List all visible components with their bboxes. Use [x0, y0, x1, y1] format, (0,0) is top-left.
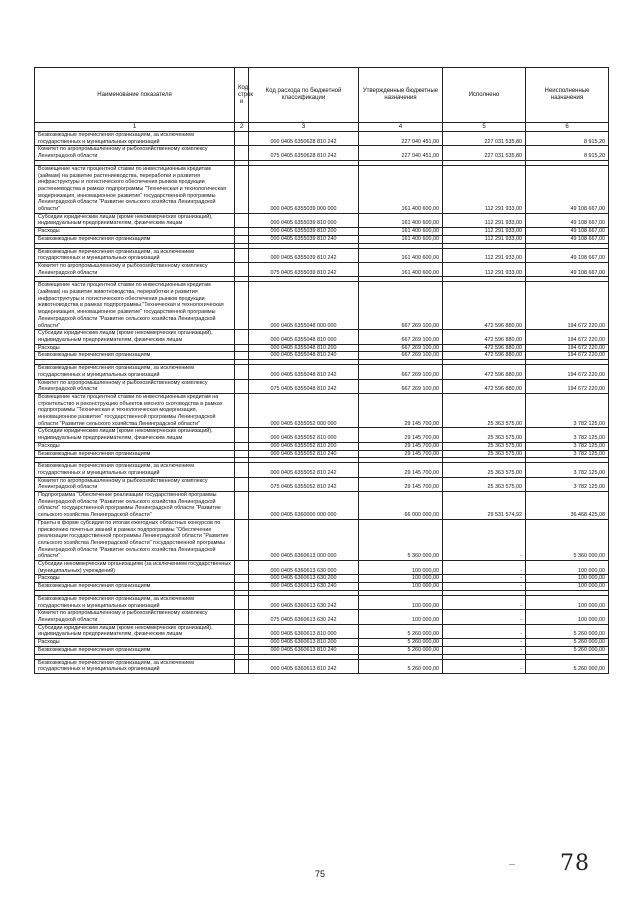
unexecuted-amount-cell: 49 108 667,00 — [526, 262, 609, 276]
indicator-name-cell: Безвозмездные перечисления организациям — [35, 450, 235, 458]
budget-code-cell: 000 0405 6360613 810 240 — [249, 646, 359, 654]
unexecuted-amount-cell: 49 108 667,00 — [526, 213, 609, 227]
budget-code-cell: 000 0405 6355048 810 240 — [249, 352, 359, 360]
table-row — [35, 575, 609, 583]
budget-code-cell: 000 0405 6360613 630 240 — [249, 583, 359, 591]
unexecuted-amount-cell: 100 000,00 — [526, 610, 609, 624]
budget-code-cell: 000 0405 6360000 000 000 — [249, 492, 359, 520]
executed-amount-cell: 25 363 575,00 — [443, 477, 526, 491]
budget-code-cell: 000 0405 6355039 810 240 — [249, 235, 359, 243]
line-code-cell — [235, 393, 249, 428]
line-code-cell — [235, 624, 249, 638]
table-row — [35, 262, 609, 276]
executed-amount-cell: 112 291 933,00 — [443, 228, 526, 236]
table-row — [35, 344, 609, 352]
executed-amount-cell: 29 531 574,92 — [443, 492, 526, 520]
line-code-cell — [235, 492, 249, 520]
table-row — [35, 463, 609, 477]
executed-amount-cell: 25 363 575,00 — [443, 428, 526, 442]
unexecuted-amount-cell: 49 108 667,00 — [526, 248, 609, 262]
budget-code-cell: 000 0405 6355048 810 200 — [249, 344, 359, 352]
approved-amount-cell: 29 145 700,00 — [359, 477, 443, 491]
line-code-cell — [235, 659, 249, 673]
indicator-name-cell: Расходы — [35, 228, 235, 236]
indicator-name-cell: Расходы — [35, 442, 235, 450]
table-row — [35, 379, 609, 393]
indicator-name-cell: Гранты в форме субсидии по итогам ежегодных областных конкурсов по присвоению почетных званий в рамках подпрограммы "Обеспечение реализации государственной программы Ленинградской области "Развитие сельского хозяйства Ленинградской области" государственной программы Ленинградской области "Развитие сельского хозяйства Ленинградской области" — [35, 519, 235, 560]
line-code-cell — [235, 379, 249, 393]
unexecuted-amount-cell: 49 108 667,00 — [526, 165, 609, 213]
table-row — [35, 659, 609, 673]
indicator-name-cell: Безвозмездные перечисления организациям — [35, 583, 235, 591]
line-code-cell — [235, 330, 249, 344]
approved-amount-cell: 5 260 000,00 — [359, 659, 443, 673]
executed-amount-cell: - — [443, 659, 526, 673]
table-row — [35, 442, 609, 450]
table-row — [35, 235, 609, 243]
approved-amount-cell: 100 000,00 — [359, 595, 443, 609]
approved-amount-cell: 29 145 700,00 — [359, 428, 443, 442]
line-code-cell — [235, 365, 249, 379]
budget-code-cell: 000 0405 6350628 810 242 — [249, 132, 359, 146]
unexecuted-amount-cell: 5 260 000,00 — [526, 624, 609, 638]
column-number: 2 — [235, 123, 249, 132]
table-row — [35, 352, 609, 360]
executed-amount-cell: 472 596 880,00 — [443, 352, 526, 360]
executed-amount-cell: - — [443, 583, 526, 591]
unexecuted-amount-cell: 100 000,00 — [526, 595, 609, 609]
unexecuted-amount-cell: 3 782 125,00 — [526, 393, 609, 428]
executed-amount-cell: - — [443, 561, 526, 575]
approved-amount-cell: 100 000,00 — [359, 561, 443, 575]
indicator-name-cell: Безвозмездные перечисления организациям, за исключением государственных и муниципальных организаций — [35, 248, 235, 262]
line-code-cell — [235, 248, 249, 262]
unexecuted-amount-cell: 8 915,20 — [526, 132, 609, 146]
line-code-cell — [235, 639, 249, 647]
header-executed: Исполнено — [443, 68, 526, 123]
header-unexecuted: Неисполненные назначения — [526, 68, 609, 123]
approved-amount-cell: 667 269 100,00 — [359, 330, 443, 344]
approved-amount-cell: 161 400 600,00 — [359, 248, 443, 262]
line-code-cell — [235, 352, 249, 360]
line-code-cell — [235, 575, 249, 583]
unexecuted-amount-cell: 194 672 220,00 — [526, 344, 609, 352]
indicator-name-cell: Безвозмездные перечисления организациям, за исключением государственных и муниципальных организаций — [35, 463, 235, 477]
table-row — [35, 595, 609, 609]
line-code-cell — [235, 228, 249, 236]
line-code-cell — [235, 450, 249, 458]
table-row — [35, 248, 609, 262]
budget-code-cell: 000 0405 6360613 000 000 — [249, 519, 359, 560]
indicator-name-cell: Субсидии юридическим лицам (кроме некоммерческих организаций), индивидуальным предпринимателям, физическим лицам — [35, 428, 235, 442]
budget-code-cell: 000 0405 6360613 810 200 — [249, 639, 359, 647]
approved-amount-cell: 66 000 000,00 — [359, 492, 443, 520]
approved-amount-cell: 29 145 700,00 — [359, 463, 443, 477]
column-number: 3 — [249, 123, 359, 132]
indicator-name-cell: Безвозмездные перечисления организациям, за исключением государственных и муниципальных организаций — [35, 132, 235, 146]
unexecuted-amount-cell: 3 782 125,00 — [526, 463, 609, 477]
unexecuted-amount-cell: 36 468 425,08 — [526, 492, 609, 520]
executed-amount-cell: 227 031 535,80 — [443, 146, 526, 160]
executed-amount-cell: - — [443, 646, 526, 654]
approved-amount-cell: 161 400 600,00 — [359, 235, 443, 243]
table-row — [35, 393, 609, 428]
budget-code-cell: 075 0405 6355048 810 242 — [249, 379, 359, 393]
approved-amount-cell: 5 360 000,00 — [359, 519, 443, 560]
executed-amount-cell: 112 291 933,00 — [443, 262, 526, 276]
column-number: 6 — [526, 123, 609, 132]
budget-code-cell: 000 0405 6355039 000 000 — [249, 165, 359, 213]
executed-amount-cell: 472 596 880,00 — [443, 344, 526, 352]
line-code-cell — [235, 477, 249, 491]
line-code-cell — [235, 646, 249, 654]
table-row — [35, 624, 609, 638]
line-code-cell — [235, 610, 249, 624]
unexecuted-amount-cell: 194 672 220,00 — [526, 365, 609, 379]
approved-amount-cell: 161 400 600,00 — [359, 213, 443, 227]
executed-amount-cell: 112 291 933,00 — [443, 165, 526, 213]
line-code-cell — [235, 213, 249, 227]
stamp-mark: — — [509, 862, 515, 868]
indicator-name-cell: Расходы — [35, 344, 235, 352]
table-body — [35, 132, 609, 674]
budget-code-cell: 000 0405 6355039 810 000 — [249, 213, 359, 227]
indicator-name-cell: Безвозмездные перечисления организациям, за исключением государственных и муниципальных организаций — [35, 595, 235, 609]
budget-code-cell: 000 0405 6355052 810 242 — [249, 463, 359, 477]
budget-code-cell: 000 0405 6355052 810 200 — [249, 442, 359, 450]
indicator-name-cell: Безвозмездные перечисления организациям, за исключением государственных и муниципальных организаций — [35, 365, 235, 379]
unexecuted-amount-cell: 194 672 220,00 — [526, 330, 609, 344]
unexecuted-amount-cell: 5 260 000,00 — [526, 646, 609, 654]
indicator-name-cell: Безвозмездные перечисления организациям — [35, 352, 235, 360]
line-code-cell — [235, 344, 249, 352]
indicator-name-cell: Расходы — [35, 575, 235, 583]
table-row — [35, 428, 609, 442]
column-number-row — [35, 123, 609, 132]
approved-amount-cell: 100 000,00 — [359, 583, 443, 591]
indicator-name-cell: Комитет по агропромышленному и рыбохозяйственному комплексу Ленинградской области — [35, 477, 235, 491]
unexecuted-amount-cell: 3 782 125,00 — [526, 428, 609, 442]
column-number: 1 — [35, 123, 235, 132]
approved-amount-cell: 100 000,00 — [359, 610, 443, 624]
executed-amount-cell: 112 291 933,00 — [443, 235, 526, 243]
indicator-name-cell: Комитет по агропромышленному и рыбохозяйственному комплексу Ленинградской области — [35, 610, 235, 624]
unexecuted-amount-cell: 5 260 000,00 — [526, 659, 609, 673]
table-row — [35, 213, 609, 227]
table-row — [35, 583, 609, 591]
approved-amount-cell: 29 145 700,00 — [359, 450, 443, 458]
approved-amount-cell: 5 260 000,00 — [359, 639, 443, 647]
unexecuted-amount-cell: 100 000,00 — [526, 575, 609, 583]
indicator-name-cell: Субсидии юридическим лицам (кроме некоммерческих организаций), индивидуальным предпринимателям, физическим лицам — [35, 213, 235, 227]
indicator-name-cell: Субсидии некоммерческим организациям (за исключением государственных (муниципальных) учреждений) — [35, 561, 235, 575]
approved-amount-cell: 667 269 100,00 — [359, 365, 443, 379]
executed-amount-cell: - — [443, 575, 526, 583]
executed-amount-cell: - — [443, 519, 526, 560]
executed-amount-cell: 472 596 880,00 — [443, 365, 526, 379]
header-indicator-name: Наименование показателя — [35, 68, 235, 123]
indicator-name-cell: Подпрограмма "Обеспечение реализации государственной программы Ленинградской области "Развитие сельского хозяйства Ленинградской области" государственной программы Ленинградской области "Развитие сельского хозяйства Ленинградской области" — [35, 492, 235, 520]
unexecuted-amount-cell: 100 000,00 — [526, 583, 609, 591]
budget-code-cell: 000 0405 6355048 000 000 — [249, 282, 359, 330]
table-row — [35, 610, 609, 624]
indicator-name-cell: Безвозмездные перечисления организациям, за исключением государственных и муниципальных организаций — [35, 659, 235, 673]
approved-amount-cell: 5 260 000,00 — [359, 646, 443, 654]
budget-code-cell: 000 0405 6355048 810 242 — [249, 365, 359, 379]
line-code-cell — [235, 282, 249, 330]
executed-amount-cell: 112 291 933,00 — [443, 248, 526, 262]
budget-code-cell: 075 0405 6355052 810 242 — [249, 477, 359, 491]
budget-code-cell: 000 0405 6360613 630 000 — [249, 561, 359, 575]
line-code-cell — [235, 428, 249, 442]
executed-amount-cell: 472 596 880,00 — [443, 282, 526, 330]
budget-code-cell: 000 0405 6355052 810 000 — [249, 428, 359, 442]
header-line-code: Код строк и — [235, 68, 249, 123]
column-number: 4 — [359, 123, 443, 132]
line-code-cell — [235, 235, 249, 243]
budget-code-cell: 000 0405 6355052 810 240 — [249, 450, 359, 458]
table-row — [35, 646, 609, 654]
unexecuted-amount-cell: 194 672 220,00 — [526, 379, 609, 393]
line-code-cell — [235, 132, 249, 146]
header-budget-code: Код расхода по бюджетной классификации — [249, 68, 359, 123]
line-code-cell — [235, 595, 249, 609]
table-row — [35, 165, 609, 213]
line-code-cell — [235, 442, 249, 450]
executed-amount-cell: - — [443, 595, 526, 609]
indicator-name-cell: Комитет по агропромышленному и рыбохозяйственному комплексу Ленинградской области — [35, 379, 235, 393]
budget-code-cell: 000 0405 6360613 810 000 — [249, 624, 359, 638]
line-code-cell — [235, 165, 249, 213]
unexecuted-amount-cell: 3 782 125,00 — [526, 450, 609, 458]
indicator-name-cell: Возмещение части процентной ставки по инвестиционным кредитам на строительство и реконструкцию объектов мясного скотоводства в рамках подпрограммы "Техническая и технологическая модернизация, инновационное развитие" государственной программы Ленинградской области "Развитие сельского хозяйства Ленинградской области" — [35, 393, 235, 428]
line-code-cell — [235, 146, 249, 160]
budget-execution-table — [34, 67, 609, 674]
header-row — [35, 68, 609, 123]
indicator-name-cell: Комитет по агропромышленному и рыбохозяйственному комплексу Ленинградской области — [35, 146, 235, 160]
approved-amount-cell: 29 145 700,00 — [359, 442, 443, 450]
executed-amount-cell: 25 363 575,00 — [443, 463, 526, 477]
table-row — [35, 561, 609, 575]
approved-amount-cell: 29 145 700,00 — [359, 393, 443, 428]
executed-amount-cell: - — [443, 610, 526, 624]
budget-code-cell: 000 0405 6360613 630 242 — [249, 595, 359, 609]
unexecuted-amount-cell: 5 360 000,00 — [526, 519, 609, 560]
indicator-name-cell: Расходы — [35, 639, 235, 647]
line-code-cell — [235, 463, 249, 477]
header-approved: Утвержденные бюджетные назначения — [359, 68, 443, 123]
budget-code-cell: 000 0405 6355052 000 000 — [249, 393, 359, 428]
indicator-name-cell: Безвозмездные перечисления организациям — [35, 646, 235, 654]
budget-code-cell: 000 0405 6360613 630 200 — [249, 575, 359, 583]
budget-code-cell: 000 0405 6355039 810 242 — [249, 248, 359, 262]
indicator-name-cell: Возмещение части процентной ставки по инвестиционным кредитам (займам) на развитие животноводства, переработки и развития инфраструктуры и логистического обеспечения рынков продукции животноводства в рамках подпрограммы "Техническая и технологическая модернизация, инновационное развитие" государственной программы Ленинградской области "Развитие сельского хозяйства Ленинградской области" — [35, 282, 235, 330]
indicator-name-cell: Субсидии юридическим лицам (кроме некоммерческих организаций), индивидуальным предпринимателям, физическим лицам — [35, 330, 235, 344]
approved-amount-cell: 161 400 600,00 — [359, 262, 443, 276]
indicator-name-cell: Комитет по агропромышленному и рыбохозяйственному комплексу Ленинградской области — [35, 262, 235, 276]
line-code-cell — [235, 583, 249, 591]
approved-amount-cell: 161 400 600,00 — [359, 165, 443, 213]
executed-amount-cell: - — [443, 624, 526, 638]
page-number: 75 — [314, 869, 325, 879]
approved-amount-cell: 667 269 100,00 — [359, 344, 443, 352]
unexecuted-amount-cell: 49 108 667,00 — [526, 235, 609, 243]
table-row — [35, 450, 609, 458]
table-row — [35, 330, 609, 344]
line-code-cell — [235, 561, 249, 575]
approved-amount-cell: 161 400 600,00 — [359, 228, 443, 236]
executed-amount-cell: - — [443, 639, 526, 647]
table-row — [35, 146, 609, 160]
executed-amount-cell: 112 291 933,00 — [443, 213, 526, 227]
table-row — [35, 639, 609, 647]
indicator-name-cell: Субсидии юридическим лицам (кроме некоммерческих организаций), индивидуальным предпринимателям, физическим лицам — [35, 624, 235, 638]
table-row — [35, 477, 609, 491]
column-number: 5 — [443, 123, 526, 132]
line-code-cell — [235, 519, 249, 560]
line-code-cell — [235, 262, 249, 276]
unexecuted-amount-cell: 8 915,20 — [526, 146, 609, 160]
table-row — [35, 132, 609, 146]
unexecuted-amount-cell: 3 782 125,00 — [526, 477, 609, 491]
unexecuted-amount-cell: 3 782 125,00 — [526, 442, 609, 450]
executed-amount-cell: 472 596 880,00 — [443, 379, 526, 393]
approved-amount-cell: 227 040 451,00 — [359, 132, 443, 146]
unexecuted-amount-cell: 5 260 000,00 — [526, 639, 609, 647]
table-row — [35, 365, 609, 379]
executed-amount-cell: 25 363 575,00 — [443, 393, 526, 428]
table-row — [35, 282, 609, 330]
budget-code-cell: 000 0405 6355048 810 000 — [249, 330, 359, 344]
handwritten-sheet-number: 78 — [560, 851, 590, 876]
table-row — [35, 492, 609, 520]
budget-code-cell: 075 0405 6360613 630 242 — [249, 610, 359, 624]
executed-amount-cell: 472 596 880,00 — [443, 330, 526, 344]
budget-code-cell: 000 0405 6360613 810 242 — [249, 659, 359, 673]
unexecuted-amount-cell: 100 000,00 — [526, 561, 609, 575]
unexecuted-amount-cell: 194 672 220,00 — [526, 352, 609, 360]
approved-amount-cell: 227 040 451,00 — [359, 146, 443, 160]
approved-amount-cell: 667 269 100,00 — [359, 379, 443, 393]
indicator-name-cell: Безвозмездные перечисления организациям — [35, 235, 235, 243]
unexecuted-amount-cell: 194 672 220,00 — [526, 282, 609, 330]
table-row — [35, 228, 609, 236]
executed-amount-cell: 25 363 575,00 — [443, 442, 526, 450]
approved-amount-cell: 5 260 000,00 — [359, 624, 443, 638]
budget-code-cell: 000 0405 6355039 810 200 — [249, 228, 359, 236]
executed-amount-cell: 25 363 575,00 — [443, 450, 526, 458]
indicator-name-cell: Возмещение части процентной ставки по инвестиционным кредитам (займам) на развитие растениеводства, переработки и развития инфраструктуры и логистического обеспечения рынков продукции растениеводства в рамках подпрограммы "Техническая и технологическая модернизация, инновационное развитие" государственной программы Ленинградской области "Развитие сельского хозяйства Ленинградской области" — [35, 165, 235, 213]
approved-amount-cell: 667 269 100,00 — [359, 282, 443, 330]
unexecuted-amount-cell: 49 108 667,00 — [526, 228, 609, 236]
approved-amount-cell: 667 269 100,00 — [359, 352, 443, 360]
approved-amount-cell: 100 000,00 — [359, 575, 443, 583]
executed-amount-cell: 227 031 535,80 — [443, 132, 526, 146]
budget-code-cell: 075 0405 6355039 810 242 — [249, 262, 359, 276]
table-row — [35, 519, 609, 560]
budget-code-cell: 075 0405 6350628 810 242 — [249, 146, 359, 160]
